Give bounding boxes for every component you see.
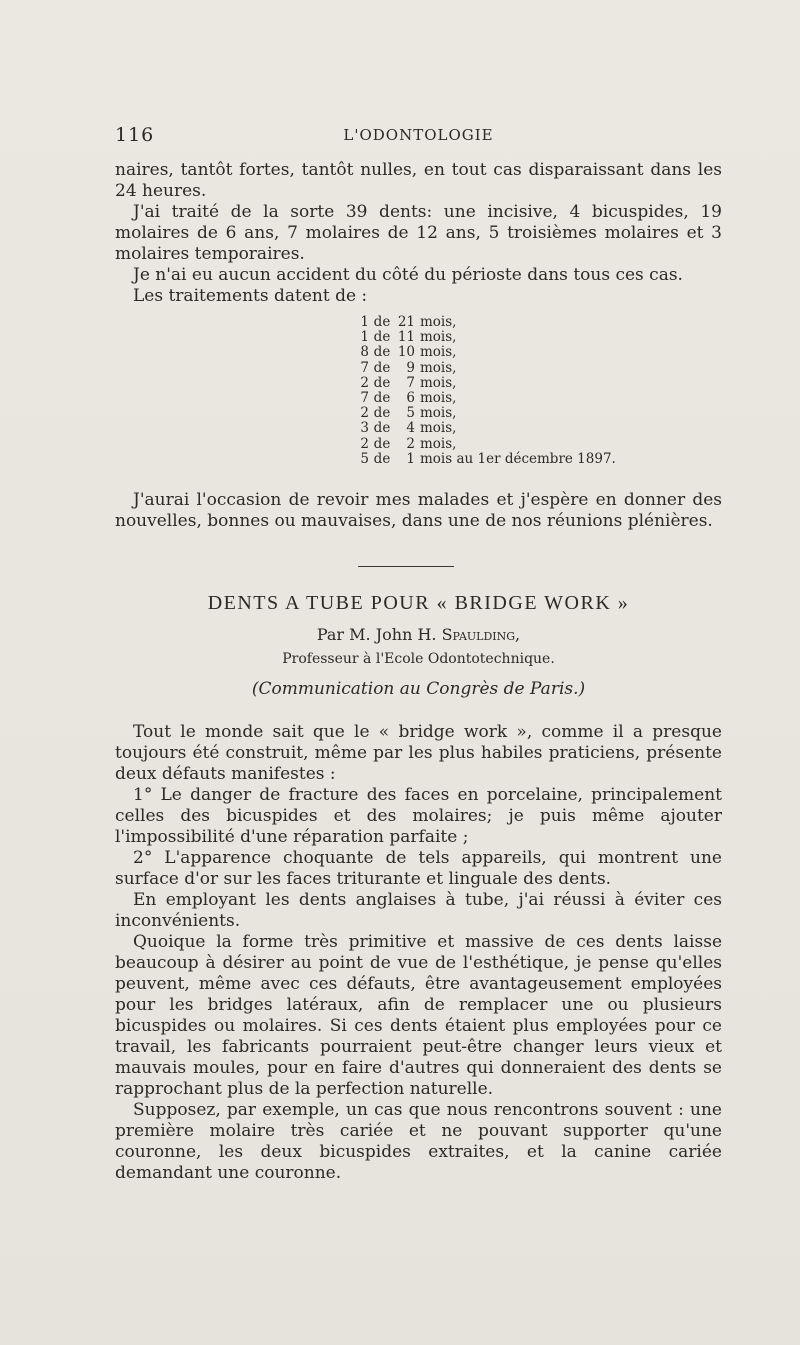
treatment-de: de bbox=[373, 344, 391, 361]
treatment-months: 21 bbox=[397, 314, 415, 330]
treatment-row bbox=[355, 330, 616, 345]
paragraph: naires, tantôt fortes, tantôt nulles, en tout cas disparaissant dans les 24 heures. bbox=[115, 160, 722, 201]
page-number: 116 bbox=[115, 124, 155, 146]
intro-text bbox=[115, 160, 722, 307]
paragraph: J'aurai l'occasion de revoir mes malades et j'espère en donner des nouvelles, bonnes ou mauvaises, dans une de nos réunions plénières. bbox=[115, 490, 722, 531]
treatment-de: de bbox=[373, 329, 391, 346]
treatment-unit: mois, bbox=[420, 435, 457, 452]
paragraph: Je n'ai eu aucun accident du côté du périoste dans tous ces cas. bbox=[133, 265, 683, 285]
paragraph: J'ai traité de la sorte 39 dents: une incisive, 4 bicuspides, 19 molaires de 6 ans, 7 molaires de 12 ans, 5 troisièmes molaires et 3 molaires temporaires. bbox=[115, 202, 722, 264]
treatment-de: de bbox=[373, 405, 391, 422]
article-byline bbox=[115, 625, 722, 644]
treatment-row bbox=[355, 361, 616, 376]
treatment-count: 8 bbox=[360, 344, 369, 361]
paragraph: Tout le monde sait que le « bridge work », comme il a presque toujours été construit, même par les plus habiles praticiens, présente deux défauts manifestes : bbox=[115, 722, 722, 784]
treatment-row bbox=[355, 406, 616, 421]
author-affiliation: Professeur à l'Ecole Odontotechnique. bbox=[282, 651, 555, 667]
treatment-months: 5 bbox=[406, 405, 415, 422]
treatment-unit: mois, bbox=[420, 359, 457, 376]
treatment-months: 4 bbox=[406, 420, 415, 437]
treatment-de: de bbox=[373, 420, 391, 437]
treatment-months: 7 bbox=[406, 374, 415, 391]
closing-text bbox=[115, 490, 722, 532]
treatment-months: 6 bbox=[406, 390, 415, 407]
byline-prefix: Par M. John H. bbox=[316, 625, 437, 644]
article-title: DENTS A TUBE POUR « BRIDGE WORK » bbox=[207, 592, 630, 614]
treatment-count: 7 bbox=[360, 359, 369, 376]
paragraph: En employant les dents anglaises à tube, j'ai réussi à éviter ces inconvénients. bbox=[115, 890, 722, 931]
treatment-count: 2 bbox=[360, 374, 369, 391]
author-surname: Spaulding, bbox=[441, 625, 521, 644]
article-body bbox=[115, 722, 722, 1184]
paragraph: 1° Le danger de fracture des faces en porcelaine, principalement celles des bicuspides et des molaires; je puis même ajouter l'impossibilité d'une réparation parfaite ; bbox=[115, 785, 722, 847]
treatment-de: de bbox=[373, 435, 391, 452]
paragraph: 2° L'apparence choquante de tels appareils, qui montrent une surface d'or sur les faces triturante et linguale des dents. bbox=[115, 848, 722, 889]
running-title: L'ODONTOLOGIE bbox=[343, 126, 494, 144]
treatment-de: de bbox=[373, 450, 391, 467]
treatment-count: 2 bbox=[360, 435, 369, 452]
treatment-row bbox=[355, 421, 616, 436]
treatment-months: 2 bbox=[406, 435, 415, 452]
treatment-row bbox=[355, 391, 616, 406]
page-header bbox=[115, 124, 722, 148]
article-source: (Communication au Congrès de Paris.) bbox=[251, 679, 586, 699]
treatment-months: 1 bbox=[406, 450, 415, 467]
treatment-row bbox=[355, 376, 616, 391]
paragraph: Les traitements datent de : bbox=[133, 286, 368, 306]
treatment-unit: mois au 1er décembre 1897. bbox=[420, 450, 616, 467]
treatment-de: de bbox=[373, 314, 391, 330]
treatment-count: 1 bbox=[360, 314, 369, 330]
treatment-row bbox=[355, 315, 616, 330]
treatment-count: 3 bbox=[360, 420, 369, 437]
treatment-count: 5 bbox=[360, 450, 369, 467]
paragraph: Supposez, par exemple, un cas que nous rencontrons souvent : une première molaire très cariée et ne pouvant supporter qu'une couronne, les deux bicuspides extraites, et la canine cariée demandant une couronne. bbox=[115, 1100, 722, 1183]
treatment-duration-list bbox=[355, 315, 616, 467]
treatment-row bbox=[355, 437, 616, 452]
treatment-de: de bbox=[373, 390, 391, 407]
treatment-months: 10 bbox=[397, 344, 415, 361]
treatment-de: de bbox=[373, 359, 391, 376]
treatment-months: 11 bbox=[397, 329, 415, 346]
treatment-row bbox=[355, 452, 616, 467]
treatment-unit: mois, bbox=[420, 420, 457, 437]
treatment-unit: mois, bbox=[420, 374, 457, 391]
treatment-count: 7 bbox=[360, 390, 369, 407]
treatment-row bbox=[355, 345, 616, 360]
treatment-unit: mois, bbox=[420, 405, 457, 422]
treatment-unit: mois, bbox=[420, 344, 457, 361]
section-divider bbox=[358, 566, 454, 567]
treatment-de: de bbox=[373, 374, 391, 391]
paragraph: Quoique la forme très primitive et massive de ces dents laisse beaucoup à désirer au point de vue de l'esthétique, je pense qu'elles peuvent, même avec ces défauts, être avantageusement employées pour les bridges latéraux, afin de remplacer une ou plusieurs bicuspides ou molaires. Si ces dents étaient plus employées pour ce travail, les fabricants pourraient peut-être changer leurs vieux et mauvais moules, pour en faire d'autres qui donneraient des dents se rapprochant plus de la perfection naturelle. bbox=[115, 932, 722, 1099]
treatment-unit: mois, bbox=[420, 390, 457, 407]
treatment-count: 1 bbox=[360, 329, 369, 346]
treatment-count: 2 bbox=[360, 405, 369, 422]
treatment-unit: mois, bbox=[420, 314, 457, 330]
treatment-unit: mois, bbox=[420, 329, 457, 346]
treatment-months: 9 bbox=[406, 359, 415, 376]
